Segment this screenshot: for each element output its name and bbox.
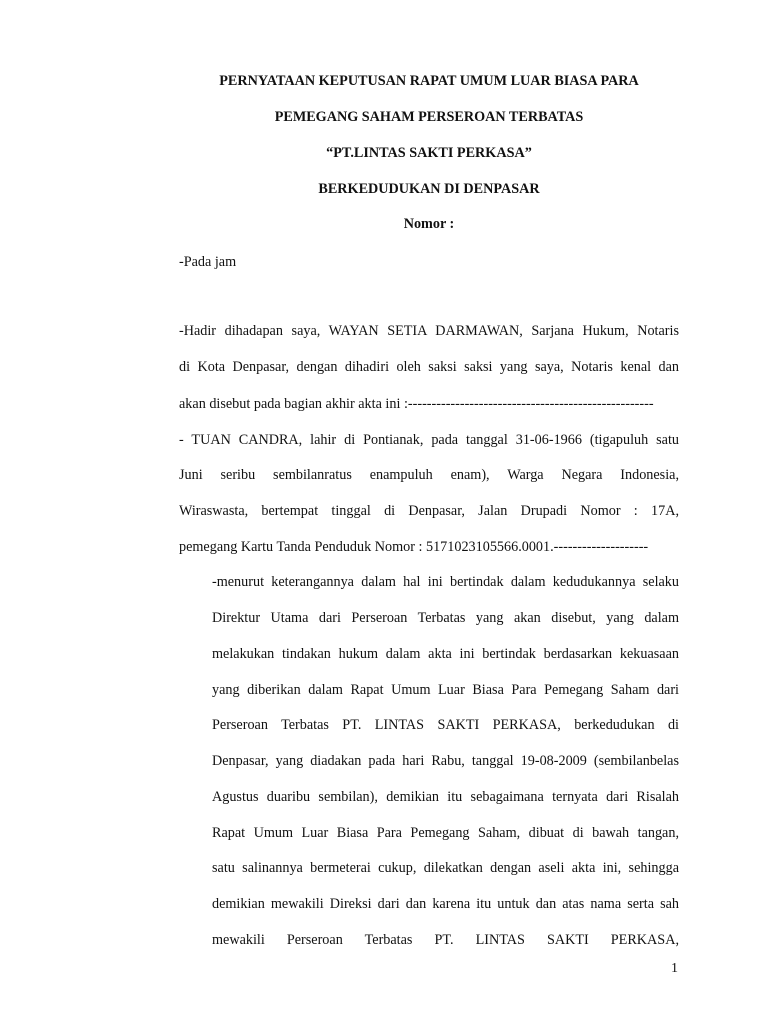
title-line-2: PEMEGANG SAHAM PERSEROAN TERBATAS — [274, 109, 584, 125]
page-number: 1 — [671, 961, 678, 976]
menurut-line-8: Rapat Umum Luar Biasa Para Pemegang Saham, dibuat di bawah tangan, — [212, 825, 679, 841]
hadir-line-2: di Kota Denpasar, dengan dihadiri oleh saksi saksi yang saya, Notaris kenal dan — [179, 359, 679, 375]
menurut-line-2: Direktur Utama dari Perseroan Terbatas yang akan disebut, yang dalam — [212, 610, 679, 626]
tuan-line-1: - TUAN CANDRA, lahir di Pontianak, pada tanggal 31-06-1966 (tigapuluh satu — [179, 432, 679, 448]
menurut-line-9: satu salinannya bermeterai cukup, dilekatkan dengan aseli akta ini, sehingga — [212, 860, 679, 876]
tuan-line-4: pemegang Kartu Tanda Penduduk Nomor : 5171023105566.0001.-------------------- — [179, 539, 649, 555]
menurut-line-1: -menurut keterangannya dalam hal ini bertindak dalam kedudukannya selaku — [212, 574, 679, 590]
menurut-line-4: yang diberikan dalam Rapat Umum Luar Biasa Para Pemegang Saham dari — [212, 682, 679, 698]
menurut-line-11: mewakili Perseroan Terbatas PT. LINTAS SAKTI PERKASA, — [212, 932, 679, 948]
pada-jam-line: -Pada jam — [179, 254, 237, 270]
hadir-line-1: -Hadir dihadapan saya, WAYAN SETIA DARMAWAN, Sarjana Hukum, Notaris — [179, 323, 679, 339]
tuan-line-3: Wiraswasta, bertempat tinggal di Denpasar, Jalan Drupadi Nomor : 17A, — [179, 503, 679, 519]
menurut-line-5: Perseroan Terbatas PT. LINTAS SAKTI PERKASA, berkedudukan di — [212, 717, 679, 733]
tuan-line-2: Juni seribu sembilanratus enampuluh enam), Warga Negara Indonesia, — [179, 467, 679, 483]
hadir-line-3: akan disebut pada bagian akhir akta ini :---------------------------------------------------- — [179, 396, 654, 412]
menurut-line-10: demikian mewakili Direksi dari dan karena itu untuk dan atas nama serta sah — [212, 896, 679, 912]
title-line-4: BERKEDUDUKAN DI DENPASAR — [318, 181, 540, 197]
menurut-line-6: Denpasar, yang diadakan pada hari Rabu, tanggal 19-08-2009 (sembilanbelas — [212, 753, 679, 769]
title-line-1: PERNYATAAN KEPUTUSAN RAPAT UMUM LUAR BIASA PARA — [219, 73, 639, 89]
menurut-line-7: Agustus duaribu sembilan), demikian itu sebagaimana ternyata dari Risalah — [212, 789, 679, 805]
menurut-line-3: melakukan tindakan hukum dalam akta ini bertindak berdasarkan kekuasaan — [212, 646, 679, 662]
nomor-label: Nomor : — [403, 216, 455, 232]
title-line-3: “PT.LINTAS SAKTI PERKASA” — [326, 145, 532, 161]
